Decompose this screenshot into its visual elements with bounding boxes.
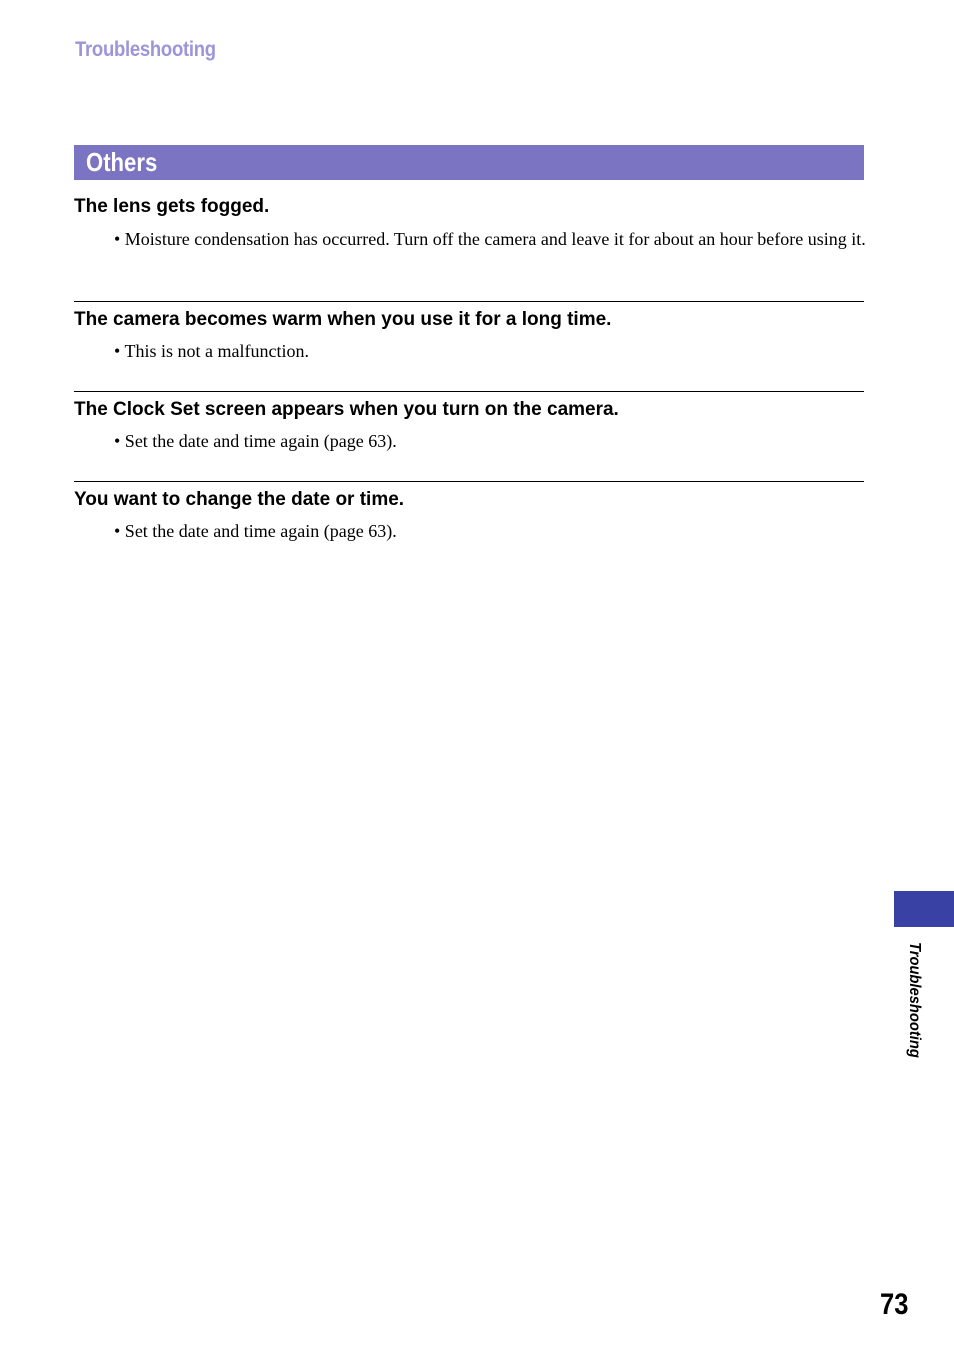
qa-answer: • Set the date and time again (page 63). bbox=[114, 521, 397, 541]
qa-item-clock-set bbox=[74, 391, 864, 481]
side-tab-label bbox=[901, 942, 925, 1072]
qa-item-lens-fogged bbox=[74, 180, 864, 300]
qa-answer: • Moisture condensation has occurred. Turn off the camera and leave it for about an hour before using it. bbox=[114, 229, 866, 249]
qa-heading: You want to change the date or time. bbox=[74, 489, 405, 510]
qa-item-change-date bbox=[74, 481, 864, 571]
qa-heading: The lens gets fogged. bbox=[74, 196, 270, 217]
qa-item-camera-warm bbox=[74, 301, 864, 391]
side-tab-label-text: Troubleshooting bbox=[906, 942, 923, 1058]
side-tab-marker bbox=[894, 891, 954, 927]
section-label: Troubleshooting bbox=[75, 38, 216, 61]
qa-heading: The Clock Set screen appears when you turn on the camera. bbox=[74, 399, 619, 420]
section-title-bar bbox=[74, 145, 864, 180]
qa-answer: • This is not a malfunction. bbox=[114, 341, 309, 361]
section-title: Others bbox=[86, 147, 158, 177]
qa-heading: The camera becomes warm when you use it for a long time. bbox=[74, 309, 612, 330]
qa-answer: • Set the date and time again (page 63). bbox=[114, 431, 397, 451]
page-number: 73 bbox=[879, 1288, 908, 1321]
